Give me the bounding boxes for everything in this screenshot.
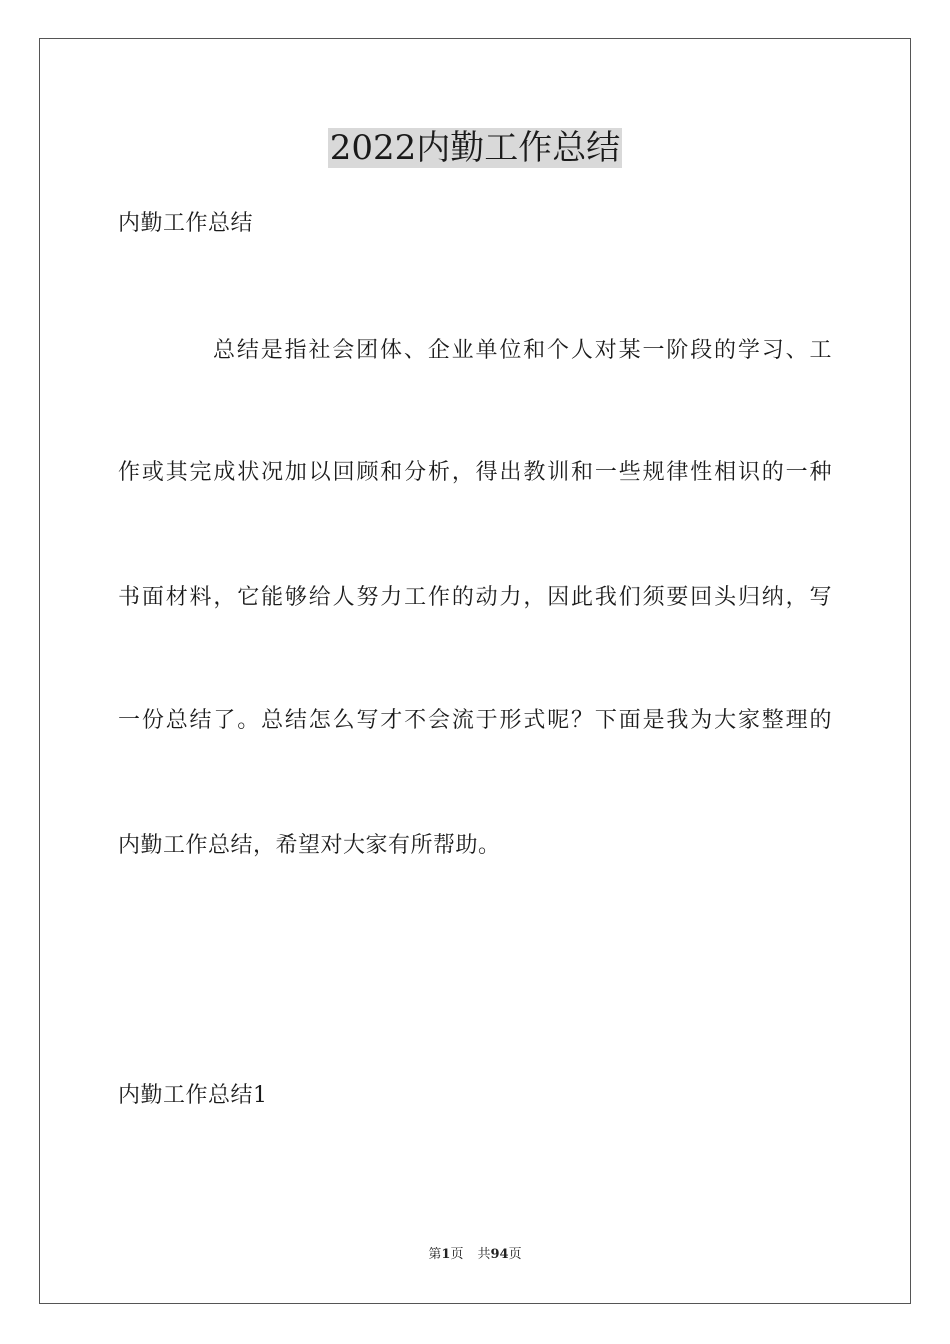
page-footer: [0, 1246, 950, 1264]
intro-line-2: 作或其完成状况加以回顾和分析，得出教训和一些规律性相识的一种: [118, 460, 832, 485]
footer-page-number: 1: [441, 1247, 451, 1262]
intro-line-5: 内勤工作总结，希望对大家有所帮助。: [118, 833, 501, 858]
footer-page-suffix: 页: [450, 1247, 464, 1262]
section-heading: 内勤工作总结1: [118, 1083, 268, 1108]
footer-total-pages: 94: [490, 1247, 509, 1262]
footer-page-prefix: 第: [428, 1247, 442, 1262]
footer-total-prefix: 共: [477, 1247, 491, 1262]
intro-line-4: 一份总结了。总结怎么写才不会流于形式呢？下面是我为大家整理的: [118, 708, 832, 733]
document-title-text: 2022内勤工作总结: [329, 128, 621, 168]
document-title: [0, 126, 950, 170]
document-subtitle: 内勤工作总结: [118, 211, 254, 236]
intro-line-1: 总结是指社会团体、企业单位和个人对某一阶段的学习、工: [213, 338, 832, 363]
intro-line-3: 书面材料，它能够给人努力工作的动力，因此我们须要回头归纳，写: [118, 585, 832, 610]
footer-total-suffix: 页: [508, 1247, 522, 1262]
